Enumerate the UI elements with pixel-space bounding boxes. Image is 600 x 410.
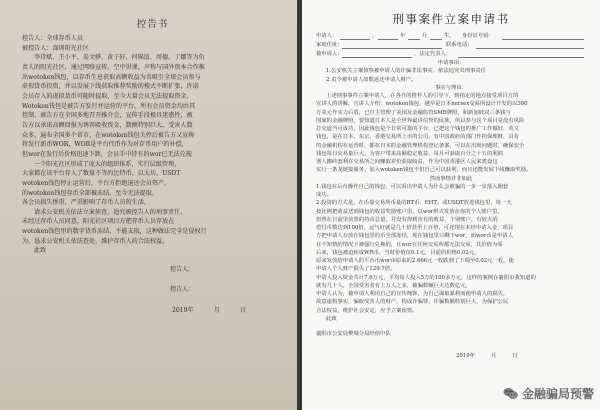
- text-line: 故意虚构事实，骗取受害人的财产，构成诈骗罪，诈骗数额特别巨大，为保护公民: [316, 299, 509, 306]
- blank-line: [408, 39, 420, 40]
- text-line: 偿付币数达到100倍，运气好就是几十倍甚至上百倍，可还现在未经申请入金，项目: [316, 225, 514, 231]
- blank-line: [430, 39, 442, 40]
- text-line: 各会员损失惨重，严重影响了存币人员的生活，: [22, 199, 150, 207]
- text-line: 器人搬砖套利在交易所之间赚取差价获取收益，作为中国香港区人民来建设这: [316, 159, 498, 165]
- label-applicant: 申请人：: [316, 33, 338, 39]
- blank-line: [378, 39, 398, 40]
- right-document: [302, 0, 600, 410]
- left-date-month: 月: [213, 307, 220, 315]
- text-line: 成功。: [316, 192, 333, 198]
- blank-line: [340, 39, 370, 40]
- section-facts: 事实与理由：: [434, 84, 468, 91]
- right-doc-title: 刑事案件立案申请书: [392, 12, 510, 26]
- text-line: 按比例把收益送到钱包的收益奖励账户里，以wor形式发放在你的个人账户里。: [316, 208, 503, 215]
- text-line: 责人的阳光社区，通过网络宣传、空中讲课，声称与国外资本合作推: [22, 63, 205, 71]
- text-line: 为，恳求公安机关依法查处，维护存币人的合法权益。: [22, 237, 169, 245]
- label-phone: 联系电话：: [446, 42, 473, 48]
- header-row-applicant: [316, 32, 586, 41]
- right-date: [316, 351, 586, 359]
- comma: ，: [372, 33, 378, 39]
- text-line: 控制，被告方在全国多地召开推介会，宣传手段极具迷惑性，被: [22, 112, 193, 120]
- blank-line: [502, 39, 584, 40]
- text-line: 宣讲人的讲解，宣讲人介绍：wotoken钱包，越早是日本nersex交易所设计开发的以300: [316, 101, 528, 108]
- text-line: 万美元作实力后盾，已自主管理了美国及金融监管SMB牌照，和新加坡双三条钱与: [316, 109, 511, 116]
- text-line: 申请人投入资金共计7.6万元，平均每人投入5万的100多万元，这样的案例在襄阳市我知道的: [316, 274, 536, 281]
- blank-line: [342, 48, 442, 49]
- blank-line: [342, 57, 412, 58]
- left-date: [22, 305, 283, 314]
- text-line: 众多，遍布全国多个省市，在wotoken钱包关停后被告方又宣称: [22, 131, 195, 139]
- left-document: [0, 0, 297, 410]
- text-line: 被控告人：深圳阳光社区: [22, 44, 90, 52]
- text-line: wotoken钱包里的数字货币冻结，不能支取，这种做法完全是侵权行: [22, 228, 207, 236]
- left-doc-body: [22, 34, 283, 256]
- text-line: 未经过存币人员同意，阳光社区项目方把存币人员存放在: [22, 218, 175, 226]
- text-line: 申请人认为，被申请人利用自己的宣传掩饰，为自己谋取暴利而使申请人的损失，: [316, 291, 509, 297]
- text-line: 上述刑事事件立案申请人，在各自的推荐人的引导下，到指定的地点接受项目方的: [326, 93, 519, 99]
- label-born: 生，: [444, 33, 455, 39]
- right-doc-body: [316, 92, 586, 175]
- text-line: 的金融机构在运营时，都在日本的金融管理机构登记备案，可以在出现问题时，确保安全: [316, 142, 525, 149]
- left-date-year: 2019年: [172, 307, 194, 315]
- text-line: 告方以承诺高额回报为诱饵吸收资金，数额特别巨大，受害人数: [22, 121, 193, 129]
- text-line: 虚拟货币投资，并以发展下线获取推荐奖励的模式不断扩张，许诺: [22, 83, 199, 91]
- text-line: 李诗斌、王小平、姜文骅、黄子轩、何锦谊、周德、丁娜等为负: [34, 54, 205, 62]
- text-line: 出wotoken钱包，以存币生息获取高额收益为名吸引全球会员参与: [22, 73, 201, 81]
- left-signature-label: 控告人：: [170, 266, 195, 274]
- text-line: 但wor在发行后价格迅速下跌，会员手中持有的wor已无法兑现: [22, 150, 192, 158]
- text-line: 申请人个人财产损失了129.7倍。: [316, 266, 396, 273]
- right-date-month: 月: [490, 353, 497, 359]
- text-line: 将发行新币WOR，WOR是平台代币作为对存币用户的补偿，: [22, 141, 188, 149]
- wechat-icon: [503, 387, 518, 400]
- label-respondent: 被申请人：: [316, 51, 343, 57]
- text-line: 后来，钱包被迫转成WR币，当时价值仅0.1元，目前的价格0.02元，: [316, 249, 480, 256]
- text-line: 钱包，是在日本、东京、香港交易所上市的公司，有中国政府的部门作担保理财，具有: [316, 134, 520, 141]
- text-line: 大家都在该平台存入了数量不等的比特币、以太坊、USDT: [22, 170, 181, 178]
- left-date-day: 日: [239, 307, 246, 315]
- text-line: Wotoken钱包是被告方发行并运营的平台，所有会员资金均由其: [22, 102, 196, 110]
- text-line: 打交道当可成功，因此钱包是个非常可靠的平台，已把这个钱包的推广工作做好，英文: [316, 126, 520, 132]
- section-however: 然而事情并非如此: [429, 175, 473, 182]
- text-line: 原来发放给申请人的平台币wor由原来的2.666元一枚跌到了下调至0.02元一枚，使: [316, 258, 514, 264]
- text-line: 的wotoken钱包存币全部被冻结，至今无法提取，: [22, 189, 158, 197]
- text-line: 一个阳光社区形成了庞大的组织体系，实行层级管理，: [34, 160, 181, 168]
- text-line: 就有几十人，全国受害者有上万人之多，被骗数额巨大达数亿元，: [316, 282, 471, 289]
- text-line: 此致: [34, 247, 47, 255]
- text-line: 1.钱包在后台操作自己的钱包，可以看出申请人为什么会被骗的一步一步落入圈套: [316, 183, 509, 190]
- text-line: 但曾在日前里放置的持币总量，并没有得到应有的收益，个别账户，有较大的: [316, 216, 498, 223]
- text-line: 请求公安机关依法立案侦查，追究被控告人的刑事责任，: [34, 208, 187, 216]
- watermark-text: 金融骗局预警: [521, 387, 594, 401]
- left-signature-label-2: 控告人：: [170, 286, 195, 294]
- label-year: 年: [400, 33, 406, 39]
- left-doc-title: 控告书: [136, 19, 169, 30]
- right-doc-section: [316, 183, 586, 323]
- right-date-year: 2019年: [456, 353, 475, 359]
- text-line: 实行一条龙链接服务，加入wotoken钱包不但自己可以获利，而且还能发展下线赚取奖励。: [316, 167, 532, 174]
- watermark: [503, 385, 594, 402]
- label-id-number: 身份证号码：: [462, 33, 494, 39]
- text-line: 合法权益，维护社会安定，应予立案侦察。: [316, 307, 418, 314]
- label-address: 家庭住址：: [316, 42, 343, 48]
- text-line: wotoken钱包停止运营后，平台方拒绝退还会员资产，: [22, 179, 171, 187]
- text-line: 控告人：全球存币人员: [22, 35, 83, 42]
- right-date-day: 日: [512, 353, 518, 359]
- label-legal-rep: ，法定代表人：: [414, 51, 452, 57]
- header-row-respondent: [316, 50, 586, 59]
- text-line: 在不知情的情况下被强行兑换的，且wor在任何交易所都无法交易，其价值为零: [316, 241, 503, 248]
- section-request: 申请事项：: [437, 60, 465, 66]
- recipient-agency: 襄阳市公安局樊城分局经侦中队: [316, 331, 391, 337]
- label-month: 月: [422, 33, 428, 39]
- text-line: 此致: [326, 315, 337, 322]
- text-line: 国家的金融牌照，要知道日本人是全世界最讲信誉的民族，所以参与这个项目是没有风险: [316, 117, 525, 124]
- text-line: 会员存入的虚拟货币可随时提取，至今大量会员无法提取资金，: [22, 92, 193, 100]
- blank-line: [458, 57, 584, 58]
- header-row-address: [316, 41, 586, 50]
- request-item: 1.公安机关立案侦察被申请人的诈骗非法事实，依法追究其刑事责任: [326, 68, 487, 75]
- blank-line: [476, 48, 584, 49]
- text-line: 方把申请人存放在钱包里的币全部冻结，现在钱包里只剩下wor，而wor币是申请人: [316, 233, 514, 240]
- text-line: 钱包每日交易量巨大，为客户带来高额稳定收益，每月可获取百分之十五的利润: [316, 150, 504, 157]
- text-line: 2.投资的方式是，在币量交易所币量的BT币、EHT、或USDT放进钱包里，每一天: [316, 200, 512, 207]
- request-item: 2.责令被申请人如数返还申请人财产。: [326, 76, 417, 83]
